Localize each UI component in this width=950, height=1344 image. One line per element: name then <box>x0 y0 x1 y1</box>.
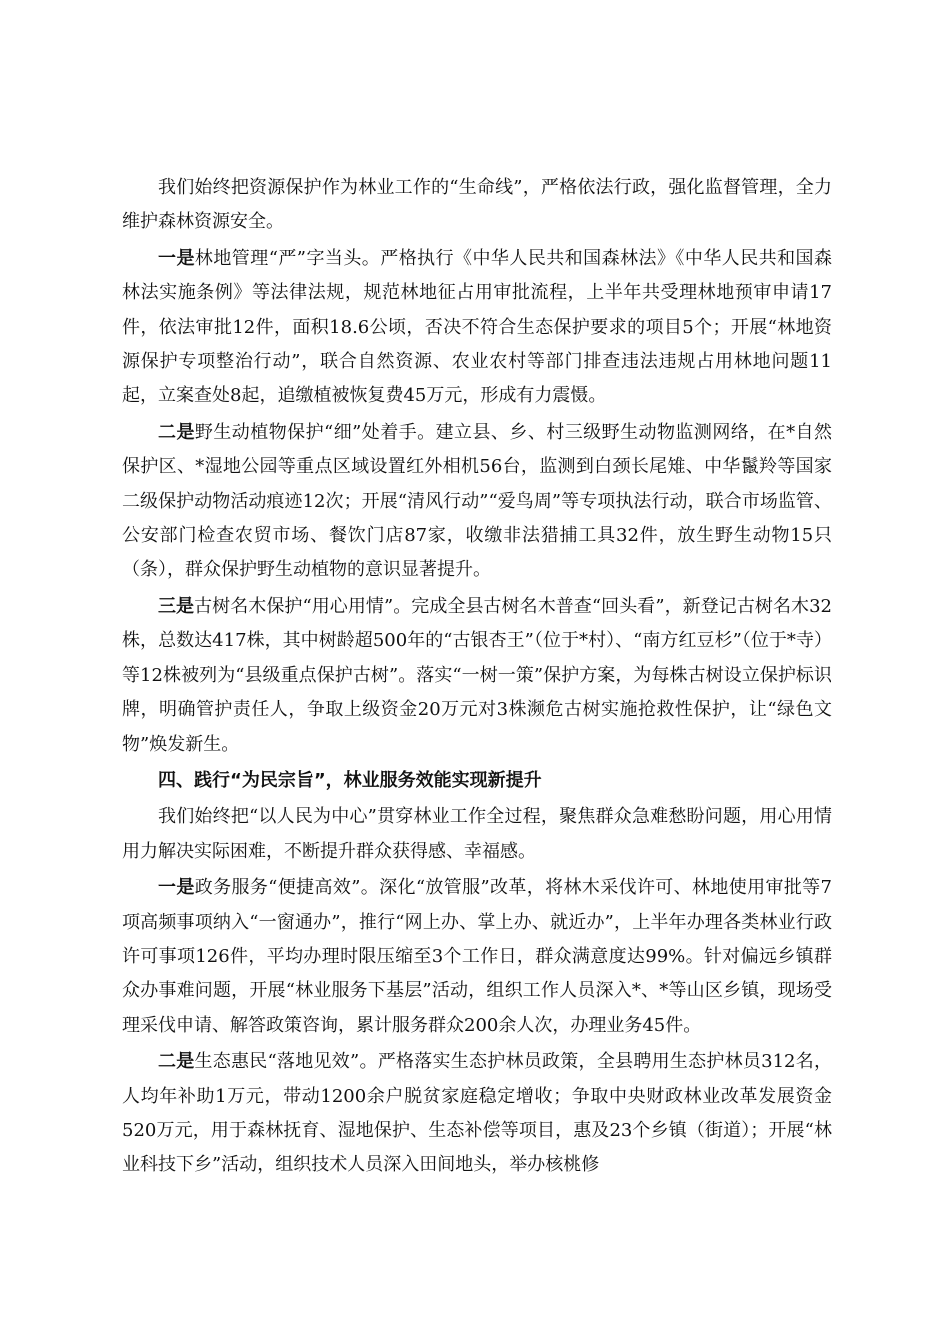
paragraph-text: 我们始终把“以人民为中心”贯穿林业工作全过程，聚焦群众急难愁盼问题，用心用情用力解决实际困难，不断提升群众获得感、幸福感。 <box>122 806 832 862</box>
paragraph-text: 生态惠民“落地见效”。严格落实生态护林员政策，全县聘用生态护林员312名，人均年补助1万元，带动1200余户脱贫家庭稳定增收；争取中央财政林业改革发展资金520万元，用于森林抚育、湿地保护、生态补偿等项目，惠及23个乡镇（街道）；开展“林业科技下乡”活动，组织技术人员深入田间地头，举办核桃修 <box>122 1051 832 1176</box>
paragraph-lead: 二是 <box>158 1051 195 1073</box>
paragraph-wildlife-protection <box>122 416 832 588</box>
paragraph-text: 林地管理“严”字当头。严格执行《中华人民共和国森林法》《中华人民共和国森林法实施条例》等法律法规，规范林地征占用审批流程，上半年共受理林地预审申请17件，依法审批12件，面积18.6公顷，否决不符合生态保护要求的项目5个；开展“林地资源保护专项整治行动”，联合自然资源、农业农村等部门排查违法违规占用林地问题11起，立案查处8起，追缴植被恢复费45万元，形成有力震慑。 <box>122 247 833 407</box>
section-heading-four <box>122 764 832 798</box>
paragraph-ancient-trees <box>122 590 832 762</box>
paragraph-lead: 一是 <box>158 247 195 269</box>
paragraph-government-services <box>122 871 832 1043</box>
section-heading-text: 四、践行“为民宗旨”，林业服务效能实现新提升 <box>158 769 542 791</box>
paragraph-text: 政务服务“便捷高效”。深化“放管服”改革，将林木采伐许可、林地使用审批等7项高频事项纳入“一窗通办”，推行“网上办、掌上办、就近办”，上半年办理各类林业行政许可事项126件，平均办理时限压缩至3个工作日，群众满意度达99%。针对偏远乡镇群众办事难问题，开展“林业服务下基层”活动，组织工作人员深入*、*等山区乡镇，现场受理采伐申请、解答政策咨询，累计服务群众200余人次，办理业务45件。 <box>122 877 833 1036</box>
paragraph-text: 古树名木保护“用心用情”。完成全县古树名木普查“回头看”，新登记古树名木32株，总数达417株，其中树龄超500年的“古银杏王”（位于*村）、“南方红豆杉”（位于*寺）等12株被列为“县级重点保护古树”。落实“一树一策”保护方案，为每株古树设立保护标识牌，明确管护责任人，争取上级资金20万元对3株濒危古树实施抢救性保护，让“绿色文物”焕发新生。 <box>122 595 832 755</box>
paragraph-ecological-benefits <box>122 1045 832 1183</box>
paragraph-intro-people-centered <box>122 800 832 869</box>
paragraph-lead: 一是 <box>158 877 195 899</box>
paragraph-lead: 三是 <box>158 595 195 617</box>
paragraph-forest-land-management <box>122 242 832 414</box>
paragraph-intro-resource-protection <box>122 171 832 240</box>
document-body <box>122 171 832 1185</box>
paragraph-text: 野生动植物保护“细”处着手。建立县、乡、村三级野生动物监测网络，在*自然保护区、*湿地公园等重点区域设置红外相机56台，监测到白颈长尾雉、中华鬣羚等国家二级保护动物活动痕迹12次；开展“清风行动”“爱鸟周”等专项执法行动，联合市场监管、公安部门检查农贸市场、餐饮门店87家，收缴非法猎捕工具32件，放生野生动物15只（条），群众保护野生动植物的意识显著提升。 <box>122 421 833 581</box>
paragraph-text: 我们始终把资源保护作为林业工作的“生命线”，严格依法行政，强化监督管理，全力维护森林资源安全。 <box>122 177 832 233</box>
paragraph-lead: 二是 <box>158 421 195 443</box>
